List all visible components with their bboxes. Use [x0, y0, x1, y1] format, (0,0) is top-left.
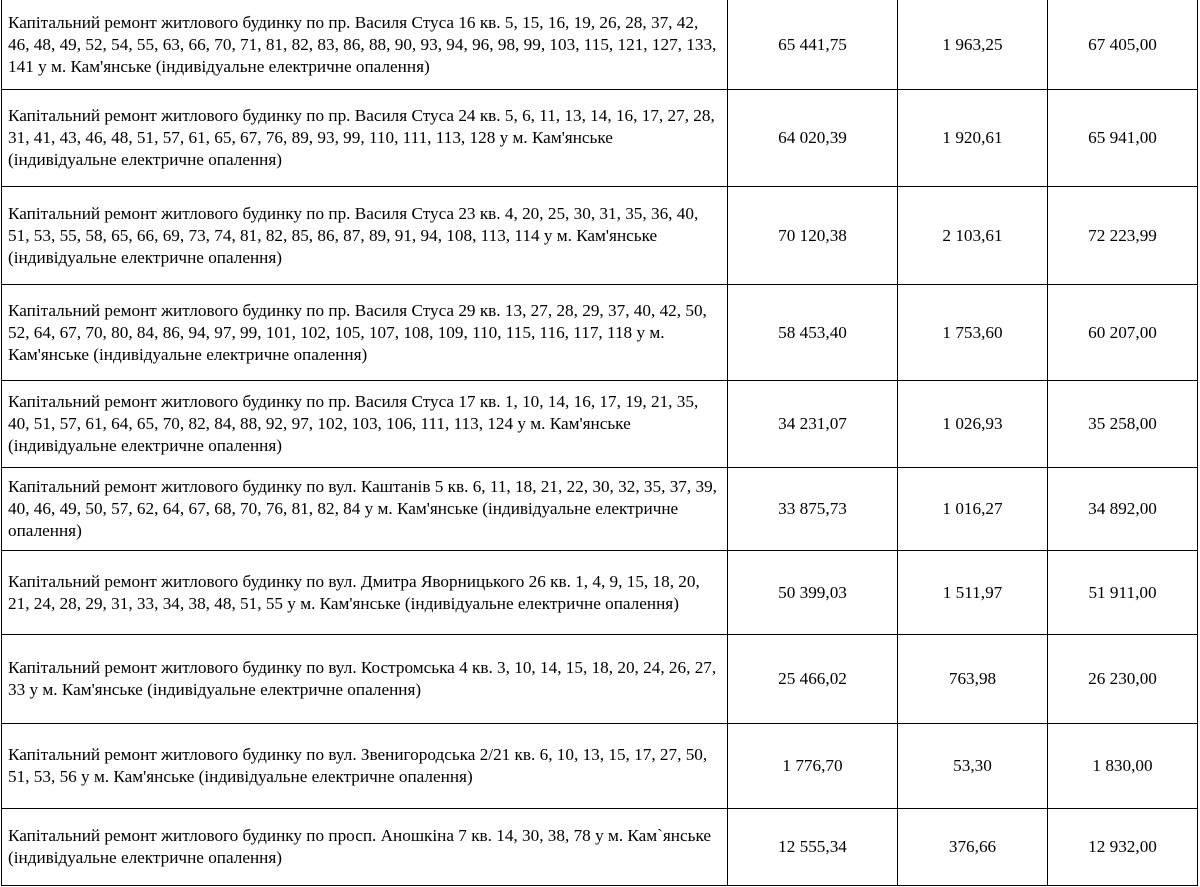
table-row	[2, 187, 1198, 285]
amount-cell: 70 120,38	[728, 187, 898, 285]
repair-description: Капітальний ремонт житлового будинку по пр. Василя Стуса 16 кв. 5, 15, 16, 19, 26, 28, 37, 42, 46, 48, 49, 52, 54, 55, 63, 66, 70, 71, 81, 82, 83, 86, 88, 90, 93, 94, 96, 98, 99, 103, 115, 121, 127, 133, 141 у м. Кам'янське (індивідуальне електричне опалення)	[2, 0, 728, 90]
total-cell: 67 405,00	[1048, 0, 1198, 90]
table-row	[2, 635, 1198, 724]
table-row	[2, 809, 1198, 886]
total-cell: 72 223,99	[1048, 187, 1198, 285]
extra-cell: 1 920,61	[898, 90, 1048, 187]
amount-cell: 1 776,70	[728, 724, 898, 809]
extra-cell: 1 016,27	[898, 468, 1048, 551]
repair-description: Капітальний ремонт житлового будинку по вул. Каштанів 5 кв. 6, 11, 18, 21, 22, 30, 32, 35, 37, 39, 40, 46, 49, 50, 57, 62, 64, 67, 68, 70, 76, 81, 82, 84 у м. Кам'янське (індивідуальне електричне опалення)	[2, 468, 728, 551]
repair-description: Капітальний ремонт житлового будинку по вул. Костромська 4 кв. 3, 10, 14, 15, 18, 20, 24, 26, 27, 33 у м. Кам'янське (індивідуальне електричне опалення)	[2, 635, 728, 724]
repair-description: Капітальний ремонт житлового будинку по пр. Василя Стуса 23 кв. 4, 20, 25, 30, 31, 35, 36, 40, 51, 53, 55, 58, 65, 66, 69, 73, 74, 81, 82, 85, 86, 87, 89, 91, 94, 108, 113, 114 у м. Кам'янське (індивідуальне електричне опалення)	[2, 187, 728, 285]
repair-description: Капітальний ремонт житлового будинку по вул. Дмитра Яворницького 26 кв. 1, 4, 9, 15, 18, 20, 21, 24, 28, 29, 31, 33, 34, 38, 48, 51, 55 у м. Кам'янське (індивідуальне електричне опалення)	[2, 551, 728, 635]
extra-cell: 1 026,93	[898, 381, 1048, 468]
extra-cell: 376,66	[898, 809, 1048, 886]
repair-description: Капітальний ремонт житлового будинку по просп. Аношкіна 7 кв. 14, 30, 38, 78 у м. Кам`янське (індивідуальне електричне опалення)	[2, 809, 728, 886]
total-cell: 65 941,00	[1048, 90, 1198, 187]
amount-cell: 64 020,39	[728, 90, 898, 187]
repair-description: Капітальний ремонт житлового будинку по пр. Василя Стуса 29 кв. 13, 27, 28, 29, 37, 40, 42, 50, 52, 64, 67, 70, 80, 84, 86, 94, 97, 99, 101, 102, 105, 107, 108, 109, 110, 115, 116, 117, 118 у м. Кам'янське (індивідуальне електричне опалення)	[2, 285, 728, 381]
table-row	[2, 381, 1198, 468]
total-cell: 1 830,00	[1048, 724, 1198, 809]
amount-cell: 34 231,07	[728, 381, 898, 468]
amount-cell: 33 875,73	[728, 468, 898, 551]
table-row	[2, 285, 1198, 381]
total-cell: 60 207,00	[1048, 285, 1198, 381]
total-cell: 35 258,00	[1048, 381, 1198, 468]
total-cell: 26 230,00	[1048, 635, 1198, 724]
extra-cell: 2 103,61	[898, 187, 1048, 285]
amount-cell: 65 441,75	[728, 0, 898, 90]
table-row	[2, 0, 1198, 90]
repair-costs-table	[1, 0, 1198, 886]
extra-cell: 1 963,25	[898, 0, 1048, 90]
repair-description: Капітальний ремонт житлового будинку по вул. Звенигородська 2/21 кв. 6, 10, 13, 15, 17, 27, 50, 51, 53, 56 у м. Кам'янське (індивідуальне електричне опалення)	[2, 724, 728, 809]
amount-cell: 58 453,40	[728, 285, 898, 381]
table-row	[2, 468, 1198, 551]
extra-cell: 1 511,97	[898, 551, 1048, 635]
table-row	[2, 724, 1198, 809]
table-row	[2, 90, 1198, 187]
amount-cell: 25 466,02	[728, 635, 898, 724]
extra-cell: 763,98	[898, 635, 1048, 724]
table-row	[2, 551, 1198, 635]
extra-cell: 1 753,60	[898, 285, 1048, 381]
amount-cell: 50 399,03	[728, 551, 898, 635]
repair-description: Капітальний ремонт житлового будинку по пр. Василя Стуса 17 кв. 1, 10, 14, 16, 17, 19, 21, 35, 40, 51, 57, 61, 64, 65, 70, 82, 84, 88, 92, 97, 102, 103, 106, 111, 113, 124 у м. Кам'янське (індивідуальне електричне опалення)	[2, 381, 728, 468]
extra-cell: 53,30	[898, 724, 1048, 809]
repair-description: Капітальний ремонт житлового будинку по пр. Василя Стуса 24 кв. 5, 6, 11, 13, 14, 16, 17, 27, 28, 31, 41, 43, 46, 48, 51, 57, 61, 65, 67, 76, 89, 93, 99, 110, 111, 113, 128 у м. Кам'янське (індивідуальне електричне опалення)	[2, 90, 728, 187]
total-cell: 34 892,00	[1048, 468, 1198, 551]
total-cell: 51 911,00	[1048, 551, 1198, 635]
amount-cell: 12 555,34	[728, 809, 898, 886]
total-cell: 12 932,00	[1048, 809, 1198, 886]
